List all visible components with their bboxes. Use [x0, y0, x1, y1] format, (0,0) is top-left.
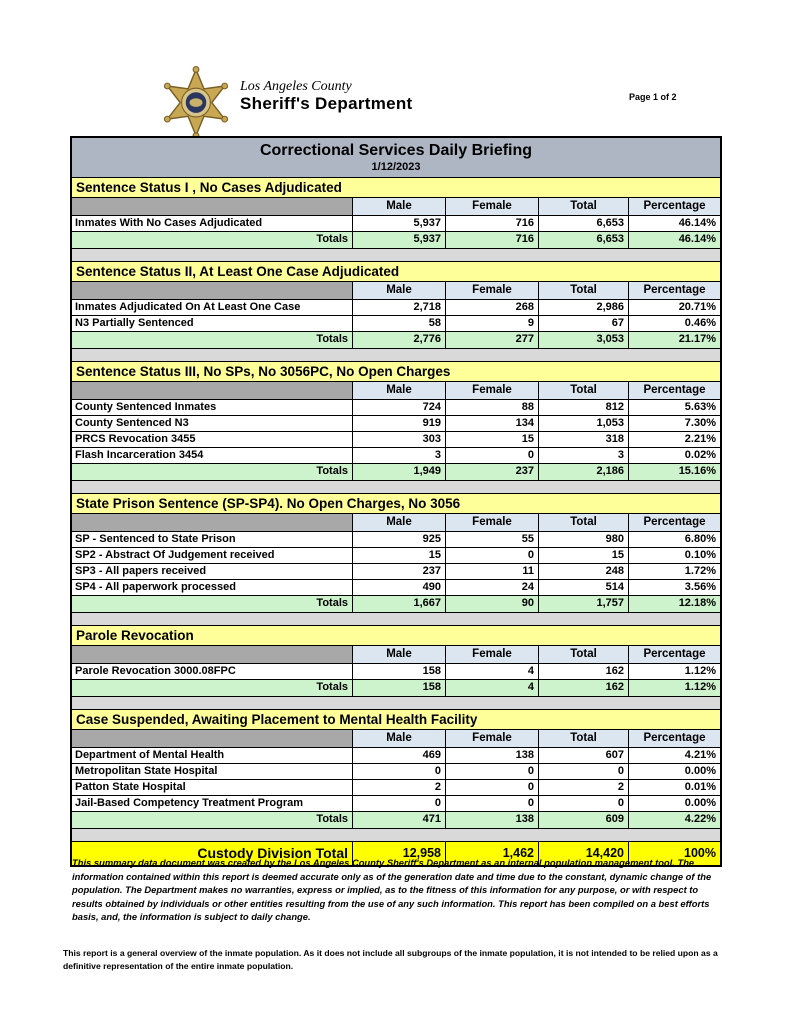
- column-header-male: Male: [353, 198, 446, 215]
- column-header-total: Total: [539, 382, 629, 399]
- totals-label: Totals: [72, 812, 353, 828]
- agency-county: Los Angeles County: [240, 79, 352, 94]
- column-header-row: [72, 198, 720, 216]
- cell-percentage: 3.56%: [684, 581, 716, 593]
- totals-total: 3,053: [539, 332, 629, 348]
- cell-male: 925: [353, 532, 446, 547]
- cell-female: 0: [446, 780, 539, 795]
- cell-male: 724: [353, 400, 446, 415]
- totals-percentage: 12.18%: [678, 597, 716, 609]
- totals-row: [72, 464, 720, 481]
- row-label: Parole Revocation 3000.08FPC: [72, 664, 353, 679]
- totals-row: [72, 232, 720, 249]
- totals-label: Totals: [72, 332, 353, 348]
- cell-total: 0: [539, 764, 629, 779]
- cell-total: 15: [539, 548, 629, 563]
- row-label: N3 Partially Sentenced: [72, 316, 353, 331]
- data-row: [72, 400, 720, 416]
- cell-percentage: 1.12%: [684, 665, 716, 677]
- column-header-percentage: Percentage: [629, 282, 720, 299]
- cell-female: 24: [446, 580, 539, 595]
- cell-percentage: 0.00%: [684, 765, 716, 777]
- cell-percentage: 46.14%: [678, 217, 716, 229]
- totals-label: Totals: [72, 464, 353, 480]
- cell-percentage: 0.46%: [684, 317, 716, 329]
- cell-male: 3: [353, 448, 446, 463]
- column-header-female: Female: [446, 198, 539, 215]
- totals-total: 609: [539, 812, 629, 828]
- totals-female: 4: [446, 680, 539, 696]
- agency-department: Sheriff's Department: [240, 94, 413, 113]
- data-row: [72, 532, 720, 548]
- agency-name: [240, 66, 413, 113]
- cell-female: 88: [446, 400, 539, 415]
- totals-female: 277: [446, 332, 539, 348]
- cell-female: 138: [446, 748, 539, 763]
- cell-female: 4: [446, 664, 539, 679]
- totals-male: 1,949: [353, 464, 446, 480]
- row-label: Inmates With No Cases Adjudicated: [72, 216, 353, 231]
- grand-total-percentage: 100%: [684, 846, 716, 860]
- column-header-male: Male: [353, 282, 446, 299]
- cell-male: 469: [353, 748, 446, 763]
- cell-percentage: 2.21%: [684, 433, 716, 445]
- cell-total: 607: [539, 748, 629, 763]
- cell-female: 0: [446, 448, 539, 463]
- row-label: Inmates Adjudicated On At Least One Case: [72, 300, 353, 315]
- briefing-report: [70, 136, 722, 867]
- cell-percentage: 0.01%: [684, 781, 716, 793]
- cell-percentage: 0.10%: [684, 549, 716, 561]
- row-label: SP - Sentenced to State Prison: [72, 532, 353, 547]
- row-label: Flash Incarceration 3454: [72, 448, 353, 463]
- totals-percentage: 4.22%: [684, 813, 716, 825]
- totals-male: 1,667: [353, 596, 446, 612]
- section-title: Case Suspended, Awaiting Placement to Mental Health Facility: [72, 709, 720, 730]
- cell-female: 0: [446, 548, 539, 563]
- grand-total-label: Custody Division Total: [72, 842, 353, 865]
- cell-percentage: 6.80%: [684, 533, 716, 545]
- totals-percentage: 15.16%: [678, 465, 716, 477]
- column-header-total: Total: [539, 514, 629, 531]
- column-header-blank: [72, 730, 353, 747]
- sheriff-star-badge-icon: [160, 66, 232, 147]
- cell-male: 2: [353, 780, 446, 795]
- cell-percentage: 5.63%: [684, 401, 716, 413]
- cell-percentage: 1.72%: [684, 565, 716, 577]
- column-header-female: Female: [446, 514, 539, 531]
- row-label: Patton State Hospital: [72, 780, 353, 795]
- row-label: Department of Mental Health: [72, 748, 353, 763]
- column-header-row: [72, 730, 720, 748]
- section-title: Sentence Status I , No Cases Adjudicated: [72, 177, 720, 198]
- totals-male: 2,776: [353, 332, 446, 348]
- totals-percentage: 1.12%: [684, 681, 716, 693]
- cell-female: 0: [446, 764, 539, 779]
- row-label: SP3 - All papers received: [72, 564, 353, 579]
- row-label: Metropolitan State Hospital: [72, 764, 353, 779]
- cell-total: 318: [539, 432, 629, 447]
- cell-total: 2,986: [539, 300, 629, 315]
- grand-total-female: 1,462: [446, 842, 539, 865]
- column-header-male: Male: [353, 730, 446, 747]
- column-header-row: [72, 646, 720, 664]
- column-header-blank: [72, 646, 353, 663]
- column-header-percentage: Percentage: [629, 730, 720, 747]
- cell-total: 248: [539, 564, 629, 579]
- totals-female: 90: [446, 596, 539, 612]
- totals-label: Totals: [72, 232, 353, 248]
- cell-total: 67: [539, 316, 629, 331]
- column-header-female: Female: [446, 646, 539, 663]
- totals-female: 716: [446, 232, 539, 248]
- data-row: [72, 580, 720, 596]
- totals-total: 6,653: [539, 232, 629, 248]
- totals-row: [72, 332, 720, 349]
- totals-female: 138: [446, 812, 539, 828]
- column-header-female: Female: [446, 282, 539, 299]
- column-header-blank: [72, 198, 353, 215]
- data-row: [72, 416, 720, 432]
- cell-female: 134: [446, 416, 539, 431]
- totals-label: Totals: [72, 680, 353, 696]
- cell-male: 0: [353, 764, 446, 779]
- cell-female: 9: [446, 316, 539, 331]
- section-title: Sentence Status II, At Least One Case Adjudicated: [72, 261, 720, 282]
- cell-male: 158: [353, 664, 446, 679]
- column-header-blank: [72, 382, 353, 399]
- column-header-percentage: Percentage: [629, 514, 720, 531]
- data-row: [72, 432, 720, 448]
- totals-percentage: 21.17%: [678, 333, 716, 345]
- cell-male: 303: [353, 432, 446, 447]
- data-row: [72, 780, 720, 796]
- column-header-total: Total: [539, 730, 629, 747]
- cell-female: 11: [446, 564, 539, 579]
- row-label: County Sentenced Inmates: [72, 400, 353, 415]
- column-header-blank: [72, 282, 353, 299]
- cell-total: 162: [539, 664, 629, 679]
- data-row: [72, 764, 720, 780]
- report-date: 1/12/2023: [371, 161, 421, 173]
- data-row: [72, 748, 720, 764]
- cell-total: 980: [539, 532, 629, 547]
- cell-total: 1,053: [539, 416, 629, 431]
- section-divider: [72, 829, 720, 841]
- cell-percentage: 20.71%: [678, 301, 716, 313]
- column-header-male: Male: [353, 514, 446, 531]
- scope-note-text: This report is a general overview of the inmate population. As it does not include all subgroups of the inmate population, it is not intended to be relied upon as a definitive representation of the entire inmate population.: [63, 948, 718, 971]
- cell-female: 0: [446, 796, 539, 811]
- cell-female: 268: [446, 300, 539, 315]
- data-row: [72, 448, 720, 464]
- totals-row: [72, 812, 720, 829]
- data-row: [72, 216, 720, 232]
- row-label: Jail-Based Competency Treatment Program: [72, 796, 353, 811]
- totals-percentage: 46.14%: [678, 233, 716, 245]
- row-label: SP2 - Abstract Of Judgement received: [72, 548, 353, 563]
- column-header-row: [72, 282, 720, 300]
- cell-total: 514: [539, 580, 629, 595]
- cell-total: 812: [539, 400, 629, 415]
- column-header-row: [72, 514, 720, 532]
- cell-female: 55: [446, 532, 539, 547]
- cell-percentage: 7.30%: [684, 417, 716, 429]
- data-row: [72, 316, 720, 332]
- section-title: Sentence Status III, No SPs, No 3056PC, No Open Charges: [72, 361, 720, 382]
- grand-total-total: 14,420: [539, 842, 629, 865]
- totals-total: 162: [539, 680, 629, 696]
- section-divider: [72, 613, 720, 625]
- data-row: [72, 664, 720, 680]
- totals-total: 1,757: [539, 596, 629, 612]
- cell-male: 15: [353, 548, 446, 563]
- column-header-total: Total: [539, 198, 629, 215]
- data-row: [72, 548, 720, 564]
- cell-percentage: 0.00%: [684, 797, 716, 809]
- cell-male: 237: [353, 564, 446, 579]
- totals-row: [72, 596, 720, 613]
- report-title-bar: [72, 138, 720, 177]
- column-header-row: [72, 382, 720, 400]
- cell-total: 6,653: [539, 216, 629, 231]
- cell-percentage: 0.02%: [684, 449, 716, 461]
- section-divider: [72, 481, 720, 493]
- totals-label: Totals: [72, 596, 353, 612]
- data-row: [72, 796, 720, 812]
- column-header-percentage: Percentage: [629, 646, 720, 663]
- column-header-female: Female: [446, 730, 539, 747]
- totals-male: 158: [353, 680, 446, 696]
- cell-total: 3: [539, 448, 629, 463]
- column-header-total: Total: [539, 282, 629, 299]
- row-label: PRCS Revocation 3455: [72, 432, 353, 447]
- column-header-male: Male: [353, 646, 446, 663]
- cell-male: 490: [353, 580, 446, 595]
- cell-percentage: 4.21%: [684, 749, 716, 761]
- column-header-percentage: Percentage: [629, 198, 720, 215]
- totals-male: 5,937: [353, 232, 446, 248]
- section-title: State Prison Sentence (SP-SP4). No Open Charges, No 3056: [72, 493, 720, 514]
- letterhead: [160, 66, 413, 147]
- column-header-female: Female: [446, 382, 539, 399]
- section-divider: [72, 249, 720, 261]
- cell-male: 58: [353, 316, 446, 331]
- column-header-total: Total: [539, 646, 629, 663]
- report-title: Correctional Services Daily Briefing: [259, 142, 533, 159]
- column-header-percentage: Percentage: [629, 382, 720, 399]
- row-label: County Sentenced N3: [72, 416, 353, 431]
- column-header-male: Male: [353, 382, 446, 399]
- data-row: [72, 300, 720, 316]
- cell-female: 15: [446, 432, 539, 447]
- page-indicator: Page 1 of 2: [629, 92, 677, 102]
- report-sections: [72, 177, 720, 841]
- grand-total-male: 12,958: [353, 842, 446, 865]
- disclaimer-text: This summary data document was created by the Los Angeles County Sheriff's Department as an internal population management tool. The information contained within this report is deemed accurate only as of the generation date and time due to the constant, dynamic change of the population. The Department makes no warranties, express or implied, as to the fitness of this information for any purpose, or with respect to results obtained by individuals or other entities resulting from the use of any such information. This report has been compiled on a best efforts basis, and, the information is subject to daily change.: [72, 857, 712, 923]
- totals-female: 237: [446, 464, 539, 480]
- totals-total: 2,186: [539, 464, 629, 480]
- cell-male: 2,718: [353, 300, 446, 315]
- cell-female: 716: [446, 216, 539, 231]
- totals-male: 471: [353, 812, 446, 828]
- cell-male: 5,937: [353, 216, 446, 231]
- section-divider: [72, 697, 720, 709]
- totals-row: [72, 680, 720, 697]
- column-header-blank: [72, 514, 353, 531]
- cell-total: 0: [539, 796, 629, 811]
- cell-total: 2: [539, 780, 629, 795]
- row-label: SP4 - All paperwork processed: [72, 580, 353, 595]
- cell-male: 919: [353, 416, 446, 431]
- section-title: Parole Revocation: [72, 625, 720, 646]
- cell-male: 0: [353, 796, 446, 811]
- data-row: [72, 564, 720, 580]
- section-divider: [72, 349, 720, 361]
